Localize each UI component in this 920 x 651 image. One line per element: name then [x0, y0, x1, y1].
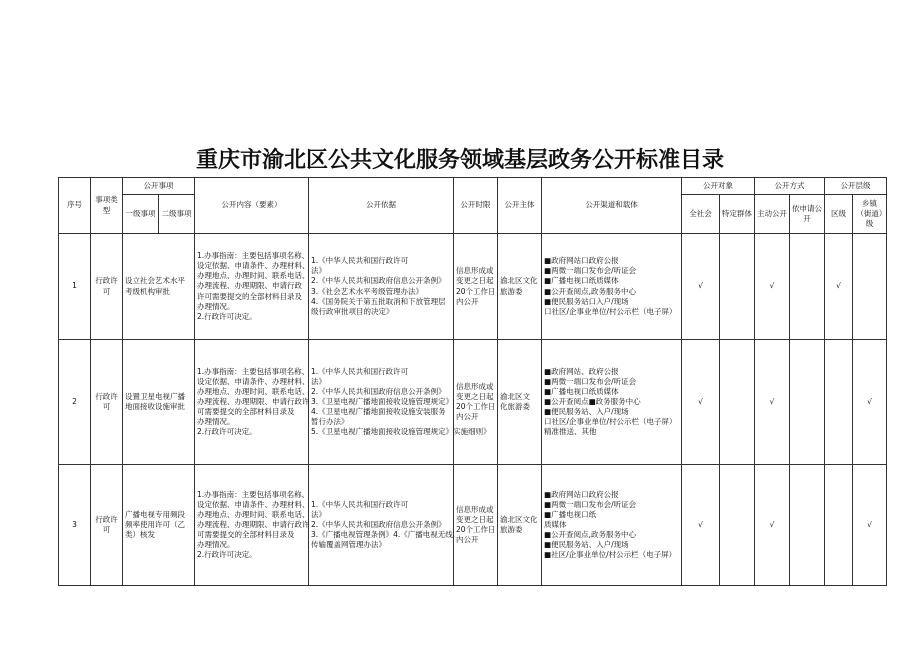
channel-line: ■公开查阅点■政务服务中心	[544, 396, 641, 406]
content-line: 设定依据、申请条件、办理材料、	[197, 499, 310, 509]
row-time-limit	[454, 465, 498, 586]
channel-line: ■广播电视口纸质媒体	[544, 276, 619, 286]
basis-line: 级行政审批项目的决定》	[311, 306, 394, 316]
row-seq: 2	[59, 340, 91, 465]
basis-line: 5.《卫星电视广播地面接收设施管理规定》实施细则》	[311, 427, 491, 437]
content-line: 办理地点、办理时间、联系电话、	[197, 271, 310, 281]
row-seq: 1	[59, 234, 91, 340]
mark-audience-specific	[720, 234, 755, 340]
content-line: 办理流程、办理期限、申请行政许	[197, 519, 310, 529]
header-row-1	[59, 178, 887, 195]
row-channels	[542, 465, 682, 586]
row-time-limit	[454, 340, 498, 465]
header-level-district: 区级	[825, 195, 853, 234]
disclosure-catalog-table	[58, 177, 887, 586]
header-level1: 一级事项	[123, 195, 159, 234]
time-line: 变更之日起	[456, 514, 494, 524]
row-channels	[542, 234, 682, 340]
mark-level-district	[825, 465, 853, 586]
row-seq: 3	[59, 465, 91, 586]
header-level2: 二级事项	[159, 195, 195, 234]
basis-line: 法》	[311, 266, 326, 276]
mark-method-active: √	[755, 234, 790, 340]
mark-method-active: √	[755, 465, 790, 586]
time-line: 内公开	[456, 296, 479, 306]
channel-line: ■公开查阅点,政务服务中心	[544, 286, 636, 296]
basis-line: 2.《中华人民共和国政府信息公开条例》	[311, 386, 446, 396]
page-title: 重庆市渝北区公共文化服务领域基层政务公开标准目录	[195, 148, 724, 173]
channel-line: ■便民服务站、入户/现场	[544, 540, 629, 550]
basis-line: 3.《广播电视管理条例》4.《广播电视无线	[311, 530, 453, 540]
subject-line: 旅游委	[500, 286, 523, 296]
content-line: 可需要提交的全部材料目录及	[197, 407, 295, 417]
subject-line: 渝北区文化	[500, 514, 538, 524]
row-item-name: 设立社会艺术水平考级机构审批	[123, 234, 195, 340]
basis-line: 传输覆盖网管理办法》	[311, 540, 386, 550]
basis-line: 法》	[311, 509, 326, 519]
header-time-limit: 公开时限	[454, 178, 498, 234]
header-level-town: 乡镇（街道）级	[853, 195, 887, 234]
header-content: 公开内容（要素）	[195, 178, 309, 234]
basis-line: 2.《中华人民共和国政府信息公开条例》	[311, 519, 446, 529]
mark-level-district	[825, 340, 853, 465]
time-line: 信息形成或	[456, 504, 494, 514]
header-method-request: 依申请公开	[790, 195, 825, 234]
content-line: 办理地点、办理时间、联系电话、	[197, 386, 310, 396]
channel-line: 口社区/企事业单位/村公示栏（电子屏）	[544, 417, 677, 427]
content-line: 1.办事指南：主要包括事项名称、	[197, 251, 310, 261]
row-content	[195, 234, 309, 340]
header-disclosure-item: 公开事项	[123, 178, 195, 195]
channel-line: ■公开查阅点,政务服务中心	[544, 530, 636, 540]
row-subject	[498, 234, 542, 340]
basis-line: 1.《中华人民共和国行政许可	[311, 499, 409, 509]
mark-audience-specific	[720, 465, 755, 586]
channel-line: ■广播电视口纸质媒体	[544, 386, 619, 396]
header-audience-all: 全社会	[682, 195, 720, 234]
content-line: 办理情况。	[197, 417, 235, 427]
basis-line: 4.《卫星电视广播地面接收设施安装服务	[311, 407, 446, 417]
content-line: 2.行政许可决定。	[197, 311, 257, 321]
channel-line: ■两微一端口发布会/听证会	[544, 499, 637, 509]
row-subject	[498, 340, 542, 465]
mark-audience-specific	[720, 340, 755, 465]
channel-line: ■广播电视口纸	[544, 509, 597, 519]
time-line: 20个工作日	[456, 402, 496, 411]
basis-line: 暂行办法》	[311, 417, 349, 427]
mark-method-request	[790, 465, 825, 586]
row-basis	[309, 234, 454, 340]
content-line: 办理情况。	[197, 301, 235, 311]
time-line: 变更之日起	[456, 391, 494, 401]
header-level: 公开层级	[825, 178, 887, 195]
mark-method-request	[790, 234, 825, 340]
row-type: 行政许可	[91, 465, 123, 586]
mark-audience-all: √	[682, 340, 720, 465]
content-line: 设定依据、申请条件、办理材料、	[197, 376, 310, 386]
header-channels: 公开渠道和载体	[542, 178, 682, 234]
time-line: 信息形成或	[456, 381, 494, 391]
content-line: 2.行政许可决定。	[197, 427, 257, 437]
content-line: 办理地点、办理时间、联系电话、	[197, 509, 310, 519]
mark-method-request	[790, 340, 825, 465]
mark-level-town: √	[853, 340, 887, 465]
mark-method-active: √	[755, 340, 790, 465]
subject-line: 渝北区文化	[500, 276, 538, 286]
basis-line: 2.《中华人民共和国政府信息公开条例》	[311, 276, 446, 286]
content-line: 办理流程、办理期限、申请行政	[197, 281, 302, 291]
channel-line: 口社区/企事业单位/村公示栏（电子屏）	[544, 306, 677, 316]
time-line: 20个工作日	[456, 286, 496, 296]
channel-line: ■两微一端口发布会/听证会	[544, 376, 637, 386]
channel-line: ■政府网站、政府公报	[544, 366, 619, 376]
subject-line: 渝北区文	[500, 391, 530, 401]
mark-level-town: √	[853, 465, 887, 586]
row-content	[195, 465, 309, 586]
channel-line: ■社区/企事业单位/村公示栏（电子屏）	[544, 550, 677, 560]
content-line: 2.行政许可决定。	[197, 550, 257, 560]
header-method: 公开方式	[755, 178, 825, 195]
row-basis	[309, 465, 454, 586]
time-line: 变更之日起	[456, 276, 494, 286]
content-line: 办理情况。	[197, 540, 235, 550]
basis-line: 1.《中华人民共和国行政许可	[311, 256, 409, 266]
channel-line: ■两微一端口发布会/听证会	[544, 266, 637, 276]
content-line: 设定依据、申请条件、办理材料、	[197, 261, 310, 271]
basis-line: 1.《中华人民共和国行政许可	[311, 366, 409, 376]
table-row	[59, 340, 887, 465]
basis-line: 4.《国务院关于第五批取消和下放管理层	[311, 296, 446, 306]
subject-line: 化旅游委	[500, 402, 530, 411]
header-method-active: 主动公开	[755, 195, 790, 234]
content-line: 许可需要提交的全部材料目录及	[197, 291, 302, 301]
header-category: 事项类型	[91, 178, 123, 234]
mark-level-town	[853, 234, 887, 340]
subject-line: 旅游委	[500, 525, 523, 534]
basis-line: 法》	[311, 376, 326, 386]
content-line: 办理流程、办理期限、申请行政许	[197, 396, 310, 406]
header-audience-specific: 特定群体	[720, 195, 755, 234]
mark-audience-all: √	[682, 234, 720, 340]
time-line: 20个工作日	[456, 525, 496, 534]
mark-level-district: √	[825, 234, 853, 340]
header-subject: 公开主体	[498, 178, 542, 234]
channel-line: ■政府网站口政府公报	[544, 489, 619, 499]
content-line: 1.办事指南：主要包括事项名称、	[197, 489, 310, 499]
channel-line: 质媒体	[544, 519, 567, 529]
row-time-limit	[454, 234, 498, 340]
mark-audience-all: √	[682, 465, 720, 586]
basis-line: 3.《卫星电视广播地面接收设施管理规定》	[311, 396, 454, 406]
row-type: 行政许可	[91, 340, 123, 465]
content-line: 可需要提交的全部材料目录及	[197, 530, 295, 540]
row-type: 行政许可	[91, 234, 123, 340]
row-content	[195, 340, 309, 465]
channel-line: 精准推送、其他	[544, 427, 597, 437]
row-item-name: 设置卫星电视广播地面接收设施审批	[123, 340, 195, 465]
channel-line: ■便民服务站、入户/现场	[544, 407, 629, 417]
basis-line: 3.《社会艺术水平考级管理办法》	[311, 286, 424, 296]
table-row	[59, 465, 887, 586]
channel-line: ■便民服务站口入户/现场	[544, 296, 629, 306]
header-basis: 公开依据	[309, 178, 454, 234]
row-item-name: 广播电视专用频段频率使用许可（乙类）核发	[123, 465, 195, 586]
time-line: 内公开	[456, 535, 479, 545]
header-seq: 序号	[59, 178, 91, 234]
time-line: 内公开	[456, 412, 479, 422]
row-channels	[542, 340, 682, 465]
table-row	[59, 234, 887, 340]
row-subject	[498, 465, 542, 586]
content-line: 1.办事指南：主要包括事项名称、	[197, 366, 310, 376]
time-line: 信息形成或	[456, 266, 494, 276]
header-audience: 公开对象	[682, 178, 755, 195]
channel-line: ■政府网站口政府公报	[544, 256, 619, 266]
